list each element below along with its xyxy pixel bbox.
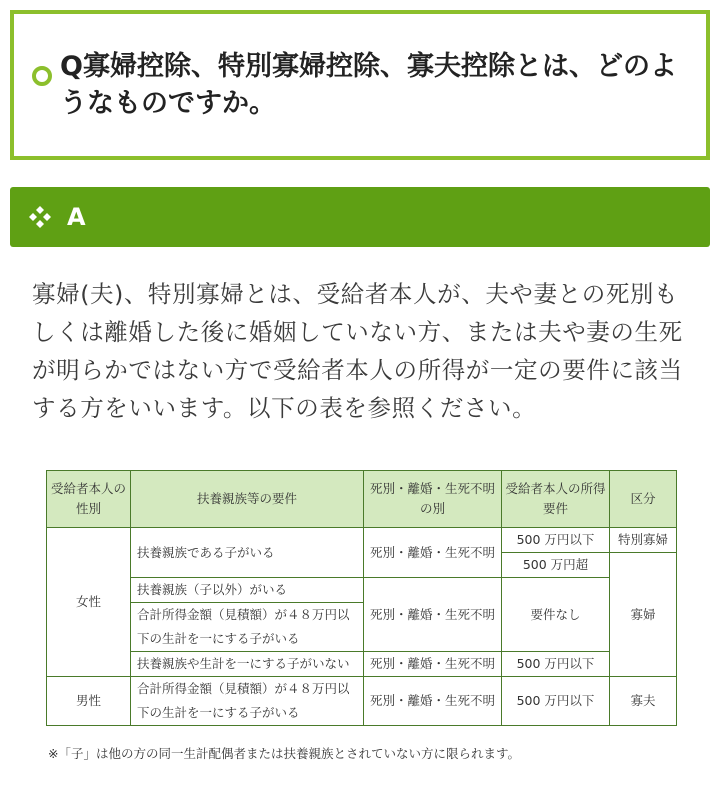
- status-cell: 死別・離婚・生死不明: [364, 677, 502, 726]
- table-row: [47, 652, 677, 677]
- header-requirement: 扶養親族等の要件: [131, 471, 364, 528]
- income-cell: 500 万円以下: [502, 677, 610, 726]
- req-none: 扶養親族や生計を一にする子がいない: [131, 652, 364, 677]
- category-cell: 寡夫: [610, 677, 677, 726]
- req-income-child: 合計所得金額（見積額）が４８万円以下の生計を一にする子がいる: [131, 677, 364, 726]
- status-cell: 死別・離婚・生死不明: [364, 528, 502, 578]
- gender-female: 女性: [47, 528, 131, 677]
- diamond-cluster-icon: [28, 205, 52, 229]
- table-footnote: ※「子」は他の方の同一生計配偶者または扶養親族とされていない方に限られます。: [48, 746, 520, 761]
- income-cell: 500 万円以下: [502, 528, 610, 553]
- deduction-requirements-table: [46, 470, 677, 726]
- status-cell: 死別・離婚・生死不明: [364, 578, 502, 652]
- header-status: 死別・離婚・生死不明の別: [364, 471, 502, 528]
- answer-header: [10, 187, 710, 247]
- header-category: 区分: [610, 471, 677, 528]
- answer-text: 寡婦(夫)、特別寡婦とは、受給者本人が、夫や妻との死別もしくは離婚した後に婚姻していない方、または夫や妻の生死が明らかではない方で受給者本人の所得が一定の要件に該当する方をいいます。以下の表を参照ください。: [32, 280, 683, 422]
- header-income: 受給者本人の所得要件: [502, 471, 610, 528]
- category-cell: 特別寡婦: [610, 528, 677, 553]
- table-row: [47, 528, 677, 553]
- status-cell: 死別・離婚・生死不明: [364, 652, 502, 677]
- category-cell: 寡婦: [610, 553, 677, 677]
- req-child: 扶養親族である子がいる: [131, 528, 364, 578]
- table-row: [47, 578, 677, 603]
- income-cell: 500 万円超: [502, 553, 610, 578]
- question-title: Q寡婦控除、特別寡婦控除、寡夫控除とは、どのようなものですか。: [60, 51, 677, 119]
- req-income-child: 合計所得金額（見積額）が４８万円以下の生計を一にする子がいる: [131, 603, 364, 652]
- gender-male: 男性: [47, 677, 131, 726]
- income-cell: 要件なし: [502, 578, 610, 652]
- header-gender: 受給者本人の性別: [47, 471, 131, 528]
- table-header-row: [47, 471, 677, 528]
- req-non-child: 扶養親族（子以外）がいる: [131, 578, 364, 603]
- answer-label: A: [67, 203, 86, 231]
- question-box: [10, 10, 710, 160]
- table-row: [47, 677, 677, 726]
- question-bullet-icon: [32, 66, 52, 86]
- income-cell: 500 万円以下: [502, 652, 610, 677]
